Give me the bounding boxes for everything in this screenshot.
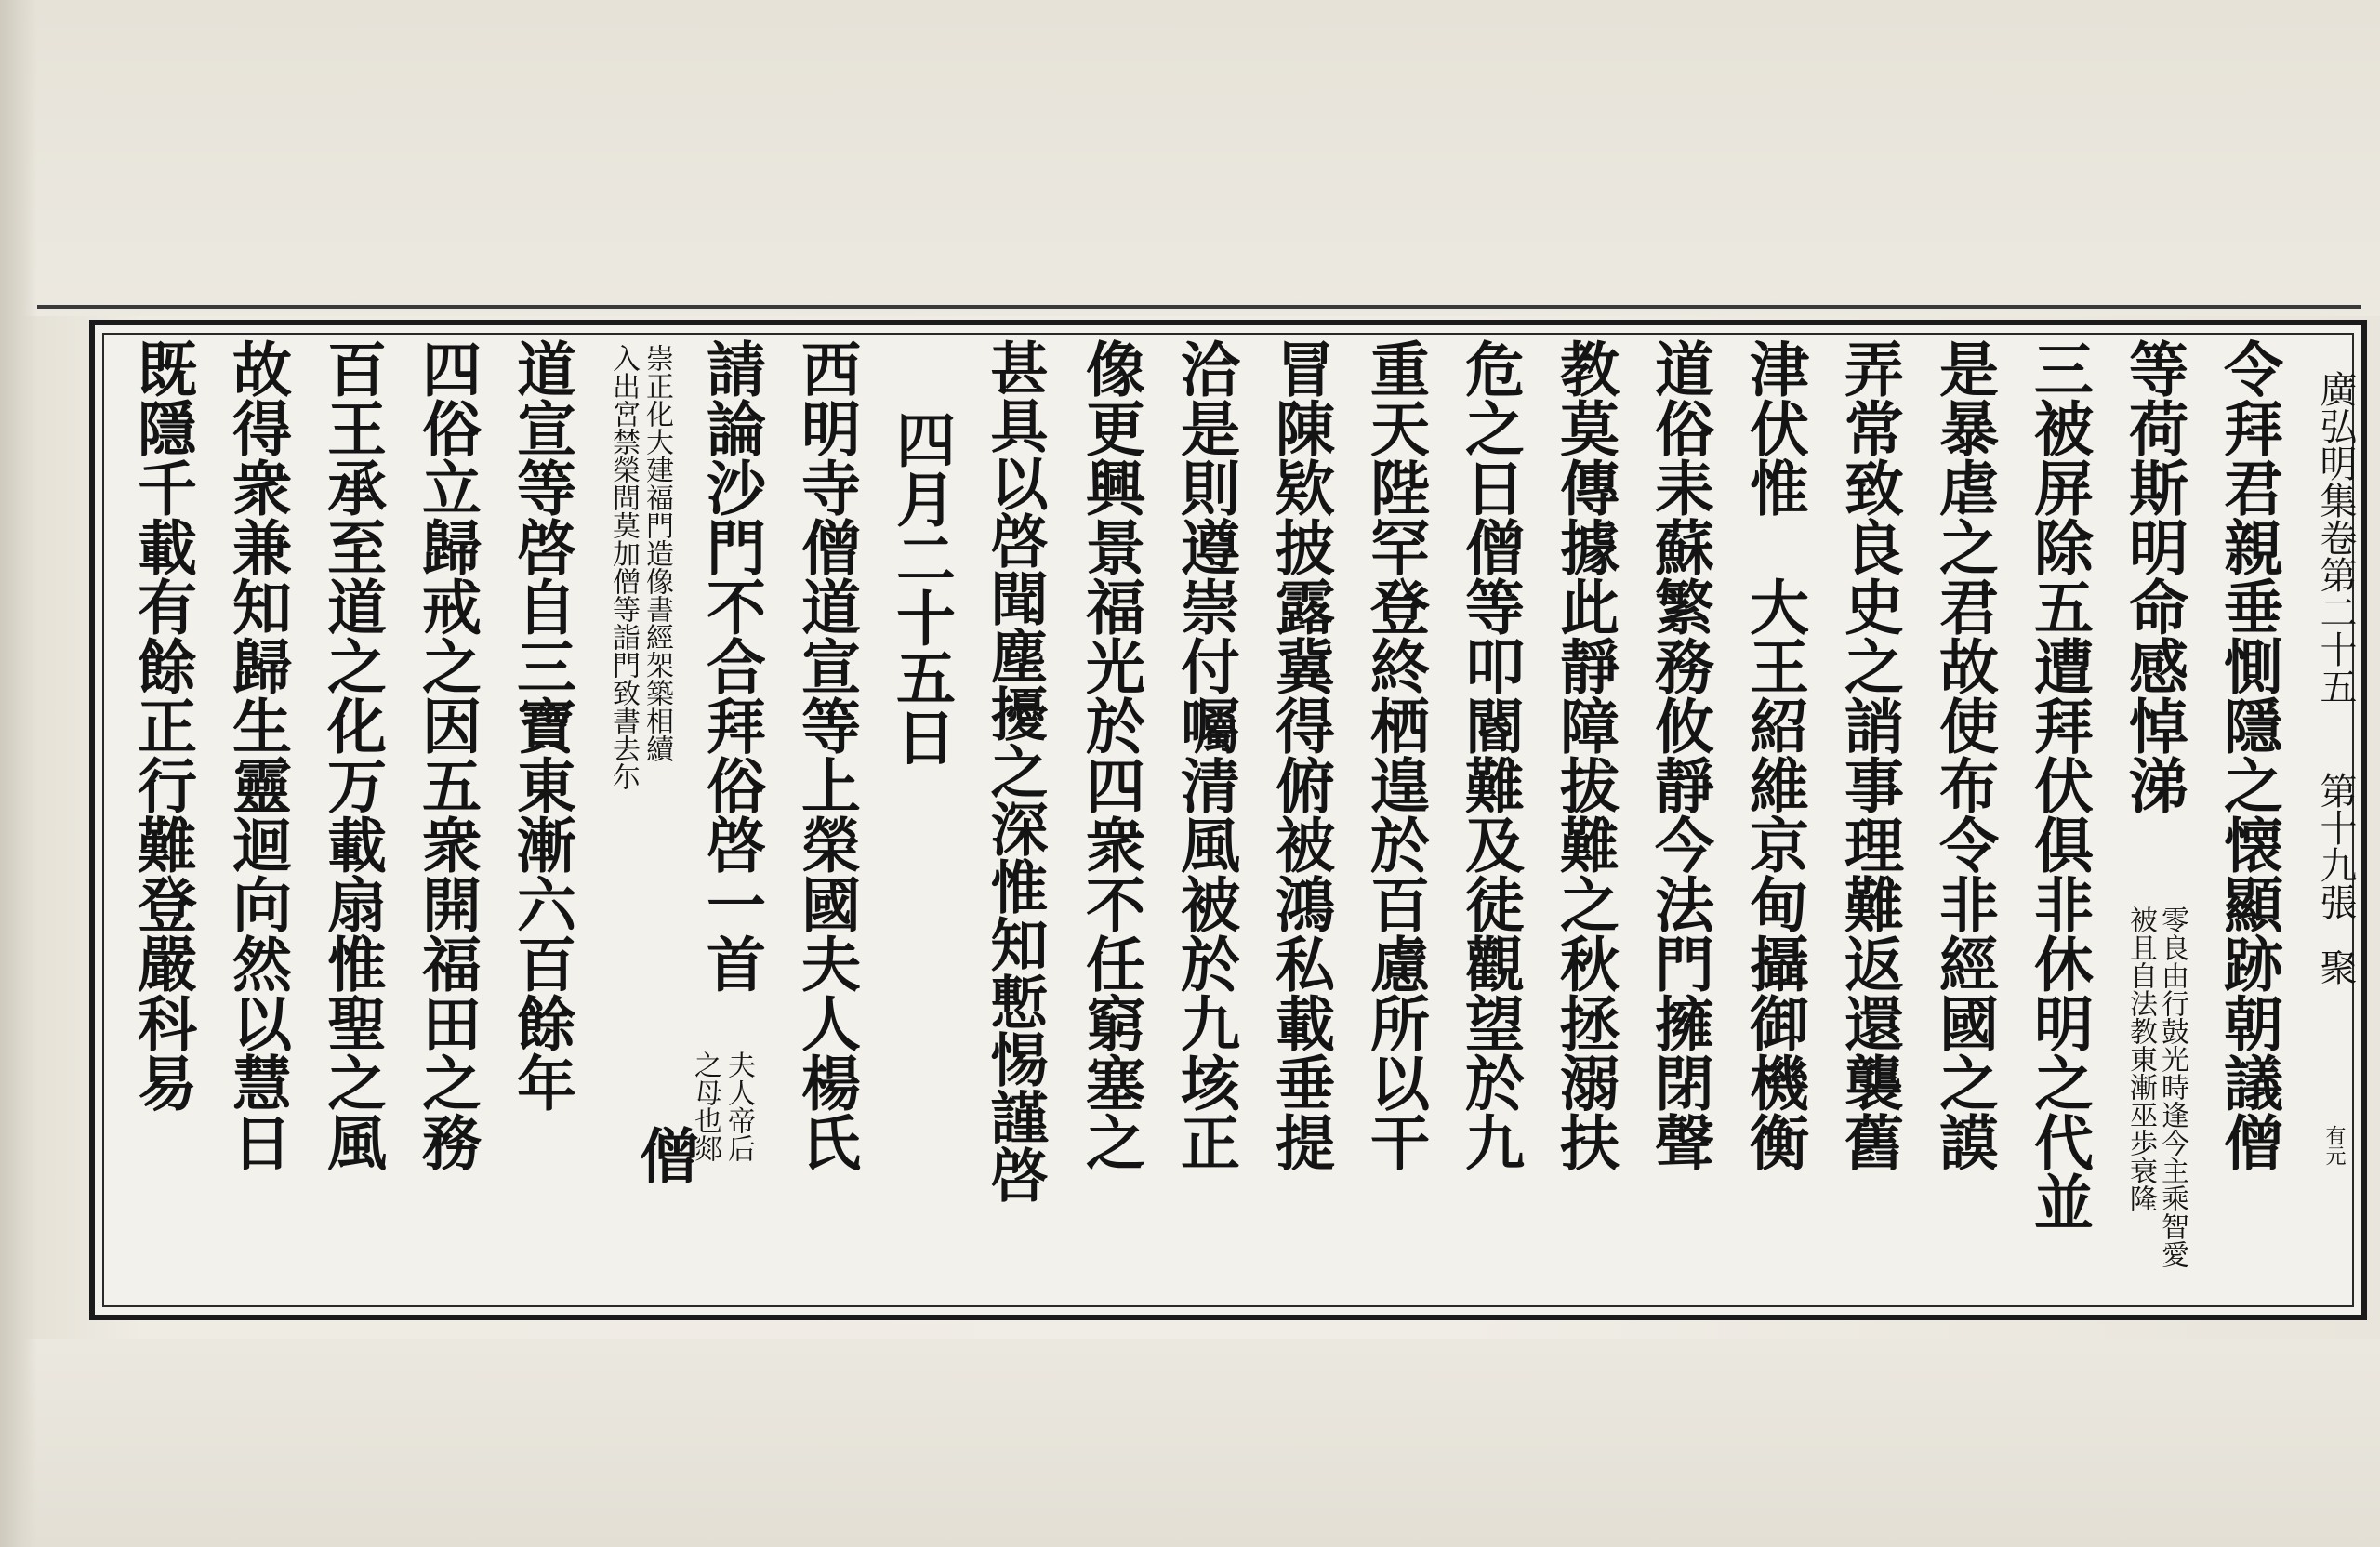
binding-shadow [0, 0, 37, 1547]
annotation-column-3: 被且自法教東漸巫歩衰隆 [2124, 906, 2157, 1212]
text-column-1: 令拜君親垂惻隱之懐顯跡朝議僧 [2214, 338, 2283, 1171]
text-column-21: 百王承至道之化万載扇惟聖之風 [317, 338, 387, 1171]
annotation-column-17b: 之母也郯 [689, 1051, 721, 1162]
text-column-19: 道宣等啓自三寶東漸六百餘年 [507, 338, 576, 1112]
text-column-16: 西明寺僧道宣等上榮國夫人楊氏 [791, 338, 861, 1171]
annotation-column-18b: 入出宮禁榮問莫加僧等詣門致書去尓 [607, 344, 640, 790]
text-column-20: 四俗立歸戒之因五衆開福田之務 [412, 338, 482, 1171]
annotation-column-17a: 夫人帝后 [722, 1051, 755, 1162]
text-column-5: 弄常致良史之誚事理難返還襲舊 [1834, 338, 1904, 1171]
annotation-column-18a: 崇正化大建福門造像書經架築相續 [641, 344, 673, 762]
bottom-margin-blank [0, 1339, 2380, 1547]
woodblock-text-frame [89, 320, 2367, 1320]
text-column-8: 教莫傳據此靜障拔難之秋拯溺扶 [1550, 338, 1620, 1171]
text-column-23: 既隱千載有餘正行難登嚴科易 [127, 338, 197, 1112]
text-column-7: 道俗耒蘇繁務攸靜今法門擁閉聲 [1645, 338, 1714, 1171]
text-column-4: 是暴虐之君故使布令非經國之謨 [1929, 338, 1999, 1171]
top-margin-blank [0, 0, 2380, 316]
text-column-3: 三被屏除五遭拜伏俱非休明之代並 [2024, 338, 2094, 1231]
margin-mark: 聚 [2314, 948, 2357, 985]
text-column-10: 重天陛罕登終栖遑於百慮所以干 [1360, 338, 1430, 1171]
text-column-2: 等荷斯明命感悼涕 [2119, 338, 2188, 814]
text-column-9: 危之日僧等叩閽難及徒觀望於九 [1455, 338, 1525, 1171]
text-column-13: 像更興景福光於四衆不任窮塞之 [1076, 338, 1145, 1171]
annotation-column-2: 零良由行鼓光時逢今主乘智愛 [2156, 906, 2188, 1268]
date-line: 四月二十五日 [886, 409, 956, 766]
text-column-17: 請論沙門不合拜俗啓一首 [696, 338, 766, 993]
margin-edition: 有元 [2322, 1125, 2346, 1166]
fold-line [37, 305, 2361, 309]
text-column-11: 冒陳欵披露冀得俯被鴻私載垂提 [1265, 338, 1335, 1171]
margin-page-number: 第十九張 [2314, 772, 2357, 920]
text-column-18: 僧 [629, 1125, 699, 1184]
text-column-14: 甚具以啓聞塵擾之深惟知慙惕謹啓 [981, 338, 1049, 1203]
text-column-6: 津伏惟 大王紹維京甸攝御機衡 [1739, 338, 1809, 1171]
text-column-12: 洽是則遵崇付囑清風被於九垓正 [1170, 338, 1240, 1171]
text-column-22: 故得衆兼知歸生靈迴向然以慧日 [222, 338, 292, 1171]
margin-title: 廣弘明集卷第二十五 [2314, 370, 2357, 705]
